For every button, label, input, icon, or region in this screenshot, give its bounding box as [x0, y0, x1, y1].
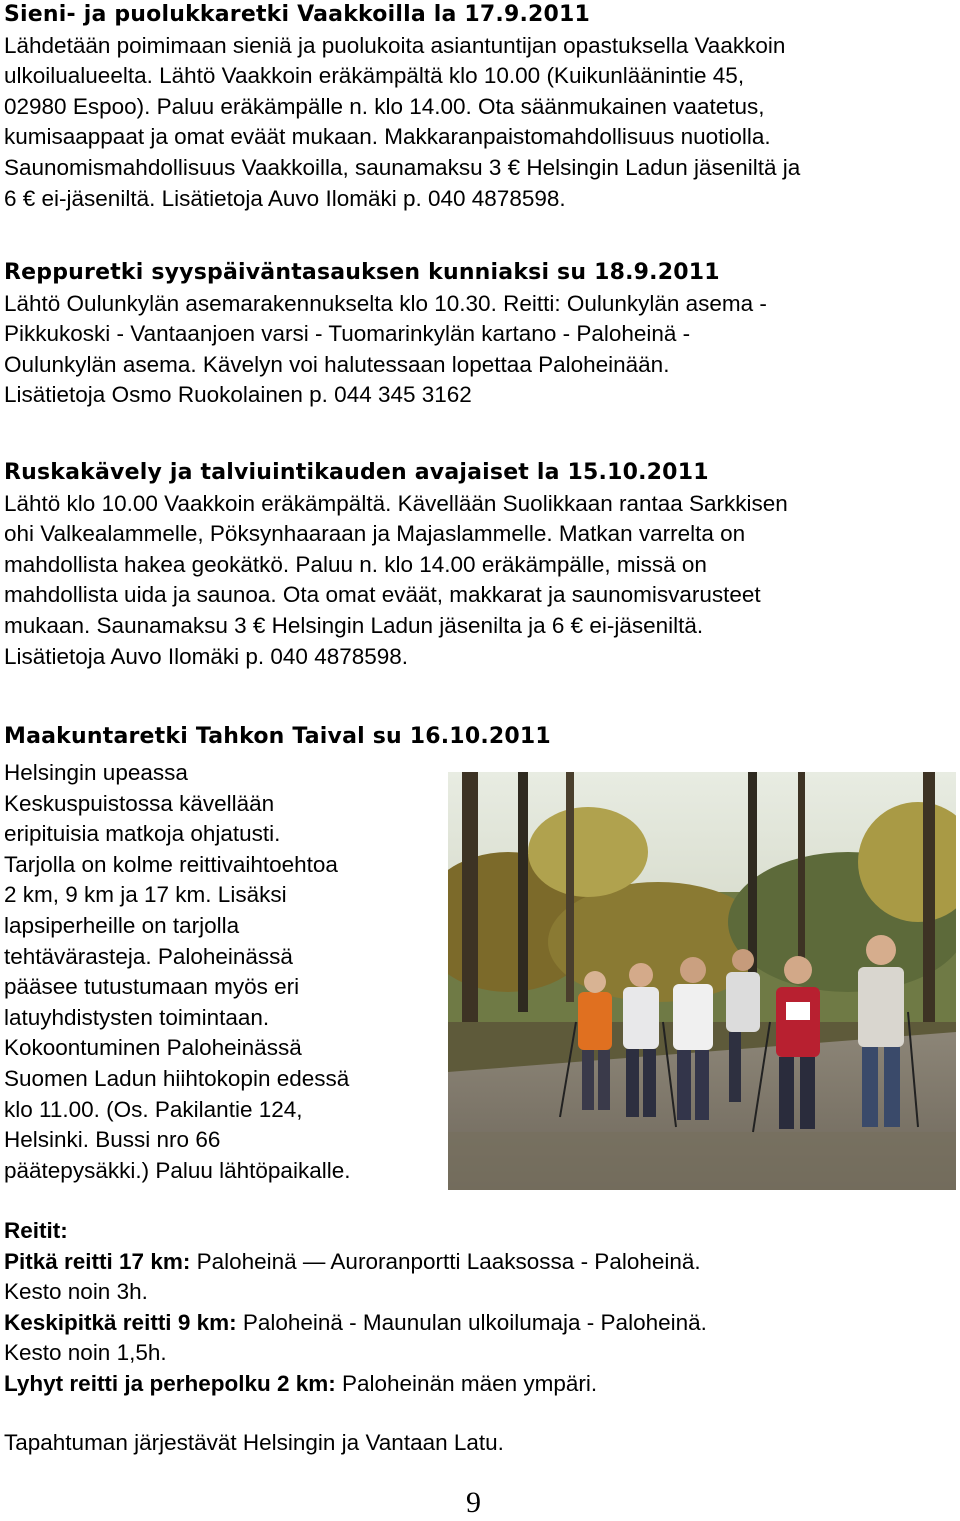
event-text-line: Lähdetään poimimaan sieniä ja puolukoita asiantuntijan opastuksella Vaakkoin [4, 32, 786, 58]
event-text-line: Pikkukoski - Vantaanjoen varsi - Tuomarinkylän kartano - Paloheinä - [4, 321, 691, 347]
event-text-line: kumisaappaat ja omat eväät mukaan. Makkaranpaistomahdollisuus nuotiolla. [4, 124, 771, 150]
routes-section [4, 1216, 954, 1400]
event-text-line: Tarjolla on kolme reittivaihtoehtoa [4, 851, 338, 877]
event-text-line: 6 € ei-jäseniltä. Lisätietoja Auvo Ilomäki p. 040 4878598. [4, 185, 566, 211]
route-medium-text: Paloheinä - Maunulan ulkoilumaja - Paloheinä. [236, 1309, 707, 1335]
page-number: 9 [466, 1486, 481, 1519]
route-medium [4, 1308, 954, 1339]
event-text-line: Kokoontuminen Paloheinässä [4, 1035, 302, 1061]
event-text-line: Helsinki. Bussi nro 66 [4, 1127, 221, 1153]
event-text-line: Saunomismahdollisuus Vaakkoilla, saunamaksu 3 € Helsingin Ladun jäseniltä ja [4, 154, 801, 180]
event-sieniretki [4, 0, 954, 214]
event-text-line: Lähtö klo 10.00 Vaakkoin eräkämpältä. Kävellään Suolikkaan rantaa Sarkkisen [4, 490, 788, 516]
event-title: Maakuntaretki Tahkon Taival su 16.10.2011 [4, 724, 551, 749]
event-text-line: mukaan. Saunamaksu 3 € Helsingin Ladun jäsenilta ja 6 € ei-jäseniltä. [4, 612, 704, 638]
event-text-line: latuyhdistysten toimintaan. [4, 1004, 270, 1030]
event-text-line: pääsee tutustumaan myös eri [4, 974, 300, 1000]
event-text-line: eripituisia matkoja ohjatusti. [4, 821, 281, 847]
event-text-line: päätepysäkki.) Paluu lähtöpaikalle. [4, 1157, 351, 1183]
event-text-line: klo 11.00. (Os. Pakilantie 124, [4, 1096, 303, 1122]
event-text-line: 2 km, 9 km ja 17 km. Lisäksi [4, 882, 287, 908]
event-text-line: 02980 Espoo). Paluu eräkämpälle n. klo 14.00. Ota säänmukainen vaatetus, [4, 93, 765, 119]
event-ruskakavely [4, 458, 954, 672]
event-text-line: Lähtö Oulunkylän asemarakennukselta klo 10.30. Reitti: Oulunkylän asema - [4, 290, 767, 316]
event-text-line: ulkoilualueelta. Lähtö Vaakkoin eräkämpältä klo 10.00 (Kuikunläänintie 45, [4, 63, 745, 89]
event-text-line: Oulunkylän asema. Kävelyn voi halutessaan lopettaa Paloheinään. [4, 351, 670, 377]
routes-heading: Reitit: [4, 1218, 68, 1243]
event-description [4, 758, 434, 1186]
event-text-line: mahdollista uida ja saunoa. Ota omat eväät, makkarat ja saunomisvarusteet [4, 582, 761, 608]
event-text-line: Helsingin upeassa [4, 760, 188, 785]
event-text-line: ohi Valkealammelle, Pöksynhaaraan ja Majaslammelle. Matkan varrelta on [4, 521, 746, 547]
event-text-line: mahdollista hakea geokätkö. Paluu n. klo 14.00 eräkämpälle, missä on [4, 551, 707, 577]
route-short-text: Paloheinän mäen ympäri. [335, 1370, 598, 1396]
route-short [4, 1369, 954, 1400]
organizers-text: Tapahtuman järjestävät Helsingin ja Vantaan Latu. [4, 1430, 504, 1455]
event-maakuntaretki [4, 722, 954, 753]
route-long-text: Paloheinä — Auroranportti Laaksossa - Paloheinä. [190, 1248, 701, 1274]
route-long-duration: Kesto noin 3h. [4, 1279, 148, 1305]
event-title: Reppuretki syyspäiväntasauksen kunniaksi su 18.9.2011 [4, 260, 720, 285]
event-text-line: lapsiperheille on tarjolla [4, 912, 240, 938]
event-text-line: Lisätietoja Osmo Ruokolainen p. 044 345 3162 [4, 382, 472, 408]
event-text-line: Suomen Ladun hiihtokopin edessä [4, 1065, 350, 1091]
event-reppuretki [4, 258, 954, 411]
event-title: Sieni- ja puolukkaretki Vaakkoilla la 17.9.2011 [4, 2, 591, 27]
route-medium-duration: Kesto noin 1,5h. [4, 1340, 167, 1366]
event-text-line: Lisätietoja Auvo Ilomäki p. 040 4878598. [4, 643, 409, 669]
event-text-line: Keskuspuistossa kävellään [4, 790, 275, 816]
event-title: Ruskakävely ja talviuintikauden avajaiset la 15.10.2011 [4, 460, 709, 485]
route-short-label: Lyhyt reitti ja perhepolku 2 km: [4, 1370, 336, 1396]
event-text-line: tehtävärasteja. Paloheinässä [4, 943, 293, 969]
route-medium-label: Keskipitkä reitti 9 km: [4, 1309, 237, 1335]
walkers-photo [448, 772, 956, 1190]
route-long [4, 1247, 954, 1278]
route-long-label: Pitkä reitti 17 km: [4, 1248, 191, 1274]
